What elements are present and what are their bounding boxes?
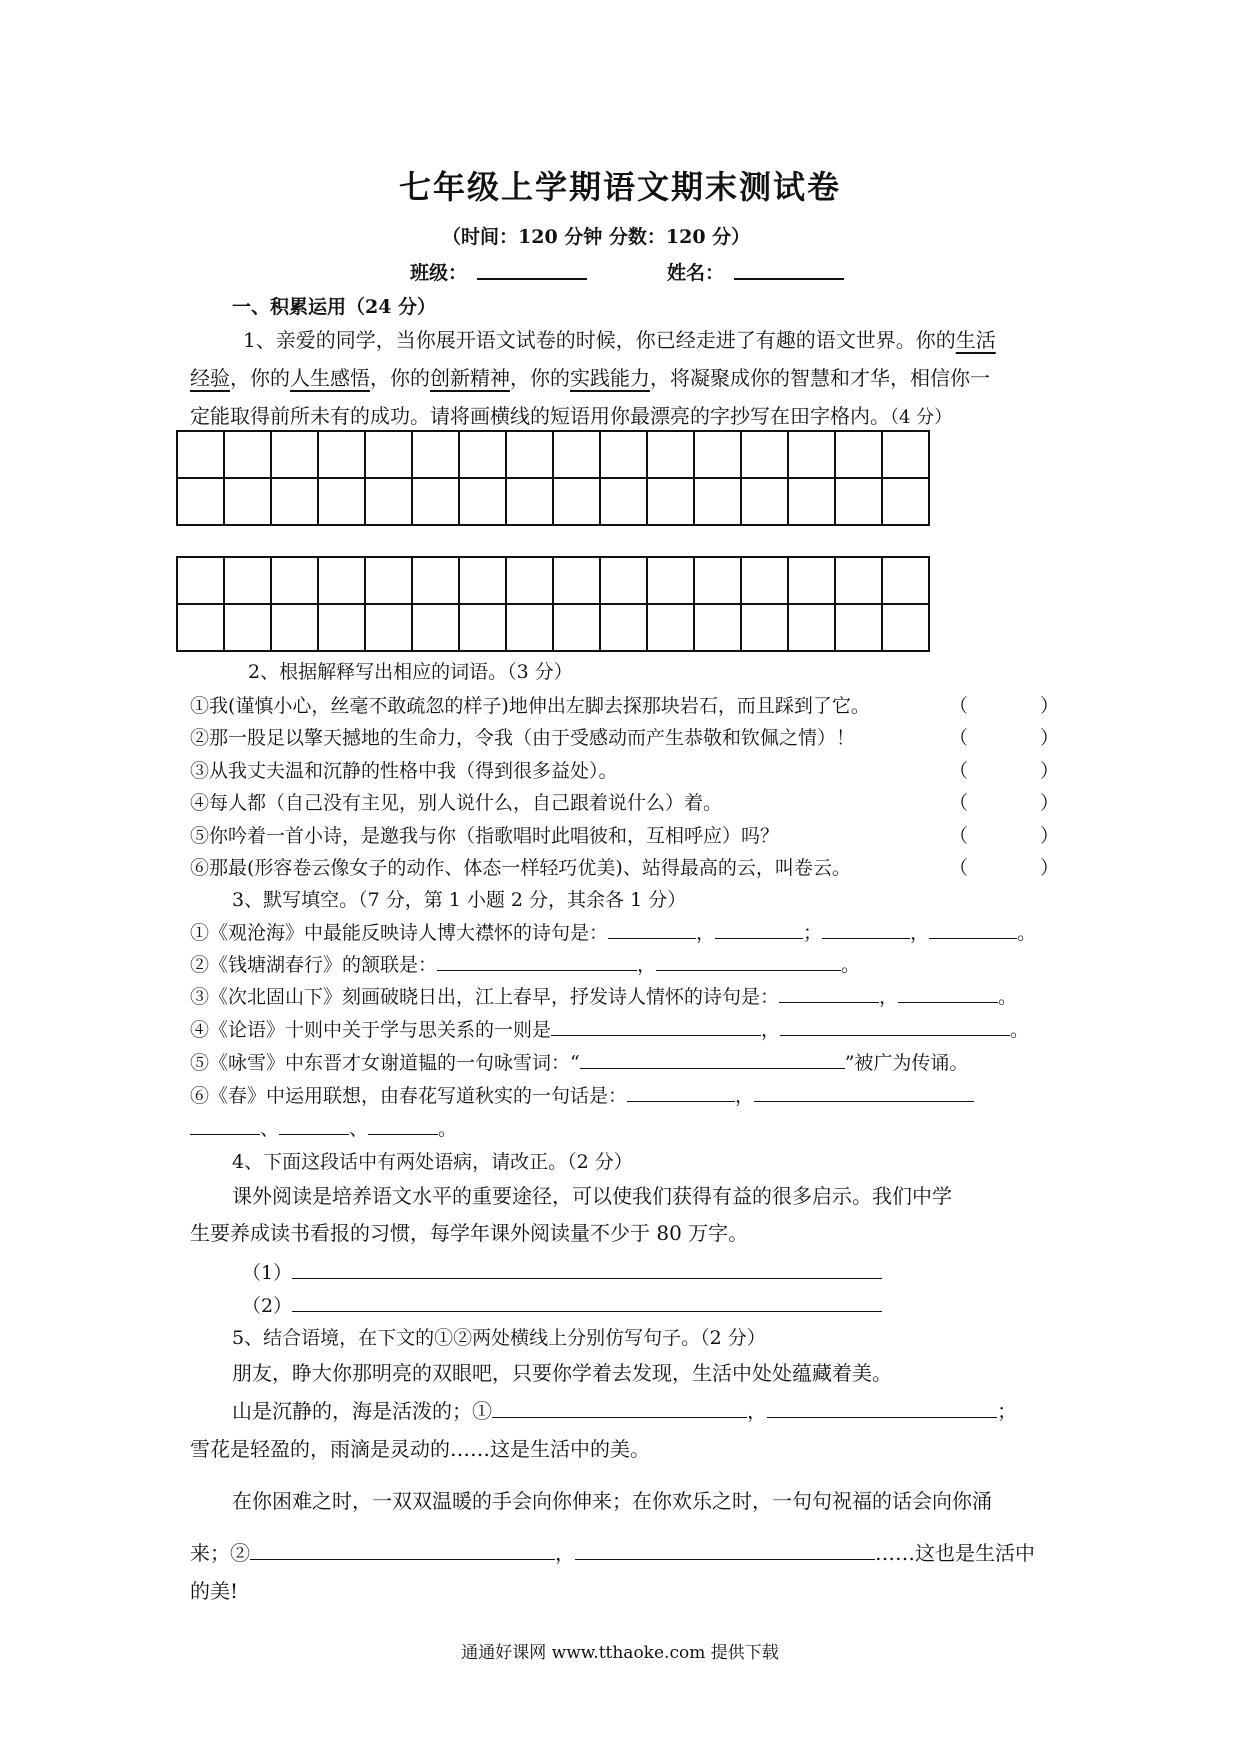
answer-blank[interactable] (715, 918, 803, 939)
page-title: 七年级上学期语文期末测试卷 (398, 168, 841, 206)
section-title: 一、积累运用（24 分） (232, 296, 437, 318)
punct: ， (761, 1019, 781, 1041)
q2-answer-close: ） (1040, 727, 1060, 749)
answer-blank[interactable] (437, 950, 637, 971)
q2-title: 2、根据解释写出相应的词语。（3 分） (248, 661, 573, 683)
q4-paragraph: 课外阅读是培养语文水平的重要途径，可以使我们获得有益的很多启示。我们中学 (232, 1184, 952, 1208)
q3-prompt: ”被广为传诵。 (844, 1052, 969, 1074)
q3-prompt: ⑤《咏雪》中东晋才女谢道韫的一句咏雪词：“ (190, 1052, 580, 1074)
q3-prompt: ⑥《春》中运用联想，由春花写道秋实的一句话是： (190, 1085, 628, 1107)
answer-blank[interactable] (580, 1048, 845, 1069)
exam-time-score: （时间：120 分钟 分数：120 分） (442, 226, 751, 248)
q3-prompt: ②《钱塘湖春行》的颔联是： (190, 954, 438, 976)
answer-blank[interactable] (292, 1258, 882, 1279)
page-footer: 通通好课网 www.tthaoke.com 提供下载 (461, 1643, 779, 1663)
punct: ； (997, 1399, 1017, 1423)
q3-prompt: ①《观沧海》中最能反映诗人博大襟怀的诗句是： (190, 922, 609, 944)
q2-answer-close: ） (1040, 695, 1060, 717)
answer-blank[interactable] (292, 1291, 882, 1312)
punct: ， (637, 954, 657, 976)
punct: 、 (260, 1118, 280, 1140)
q4-answer-1 (242, 1258, 882, 1285)
q3-line-3 (190, 982, 1017, 1009)
answer-blank[interactable] (575, 1539, 875, 1560)
q5-paragraph: 在你困难之时，一双双温暖的手会向你伸来；在你欢乐之时，一句句祝福的话会向你涌 (232, 1489, 992, 1513)
answer-blank[interactable] (767, 1397, 997, 1418)
q1-text: 定能取得前所未有的成功。请将画横线的短语用你最漂亮的字抄写在田字格内。 (190, 404, 890, 428)
q1-line3 (190, 400, 952, 429)
q5-text: 山是沉静的，海是活泼的；① (232, 1399, 492, 1423)
answer-blank[interactable] (627, 1081, 735, 1102)
q1-text: ，你的 (230, 366, 290, 390)
q2-answer-open: （ (949, 792, 969, 814)
punct: ， (735, 1085, 755, 1107)
q5-text: ……这也是生活中 (875, 1541, 1035, 1565)
q1-text: ，你的 (510, 366, 570, 390)
punct: 。 (1010, 1019, 1030, 1041)
punct: 、 (349, 1118, 369, 1140)
underlined-phrase: 实践能力 (570, 366, 650, 390)
punct: 。 (998, 986, 1018, 1008)
q2-item: ②那一股足以擎天撼地的生命力，令我（由于受感动而产生恭敬和钦佩之情）！ (190, 727, 856, 749)
q2-answer-close: ） (1040, 760, 1060, 782)
q1-line1 (243, 324, 996, 353)
q2-answer-open: （ (949, 727, 969, 749)
punct: ， (910, 922, 930, 944)
q5-paragraph: 朋友，睁大你那明亮的双眼吧，只要你学着去发现，生活中处处蕴藏着美。 (232, 1361, 892, 1385)
q1-text: ，将凝聚成你的智慧和才华，相信你一 (650, 366, 990, 390)
q2-item: ③从我丈夫温和沉静的性格中我（得到很多益处）。 (190, 760, 618, 782)
q1-text: ，你的 (370, 366, 430, 390)
underlined-phrase: 经验 (190, 366, 230, 390)
q4-title: 4、下面这段话中有两处语病，请改正。（2 分） (232, 1151, 633, 1173)
q3-prompt: ③《次北固山下》刻画破晓日出，江上春早，抒发诗人情怀的诗句是： (190, 986, 780, 1008)
underlined-phrase: 创新精神 (430, 366, 510, 390)
answer-blank[interactable] (929, 918, 1017, 939)
punct: ， (879, 986, 899, 1008)
q1-line2 (190, 362, 990, 391)
q3-title: 3、默写填空。（7 分，第 1 小题 2 分，其余各 1 分） (232, 889, 687, 911)
q2-answer-close: ） (1040, 792, 1060, 814)
q5-title: 5、结合语境，在下文的①②两处横线上分别仿写句子。（2 分） (232, 1327, 766, 1349)
q5-paragraph: 的美! (190, 1579, 239, 1603)
name-label: 姓名： (667, 262, 725, 284)
q2-item: ⑥那最(形容卷云像女子的动作、体态一样轻巧优美)、站得最高的云，叫卷云。 (190, 857, 851, 879)
q4-answer-2 (242, 1291, 882, 1318)
answer-blank[interactable] (279, 1114, 349, 1135)
punct: 。 (841, 954, 861, 976)
q5-line-1 (232, 1395, 1017, 1424)
q2-answer-open: （ (949, 825, 969, 847)
answer-blank[interactable] (608, 918, 696, 939)
answer-blank[interactable] (368, 1114, 438, 1135)
q3-line-2 (190, 950, 860, 977)
q4-paragraph: 生要养成读书看报的习惯，每学年课外阅读量不少于 80 万字。 (190, 1221, 749, 1245)
punct: ， (696, 922, 716, 944)
underlined-phrase: 人生感悟 (290, 366, 370, 390)
underlined-phrase: 生活 (955, 328, 996, 352)
q3-line-4 (190, 1015, 1029, 1042)
q3-line-6 (190, 1081, 974, 1108)
answer-label: （1） (242, 1262, 293, 1284)
q2-item: ④每人都（自己没有主见，别人说什么，自己跟着说什么）着。 (190, 792, 723, 814)
writing-grid-2[interactable] (176, 556, 930, 652)
punct: ； (803, 922, 823, 944)
writing-grid-1[interactable] (176, 430, 930, 526)
q3-line-1 (190, 918, 1036, 945)
q5-paragraph: 雪花是轻盈的，雨滴是灵动的……这是生活中的美。 (190, 1437, 650, 1461)
q2-answer-open: （ (949, 695, 969, 717)
punct: 。 (1017, 922, 1037, 944)
q2-item: ⑤你吟着一首小诗，是邀我与你（指歌唱时此唱彼和，互相呼应）吗？ (190, 825, 780, 847)
class-label: 班级： (410, 262, 468, 284)
answer-blank[interactable] (898, 982, 998, 1003)
q2-answer-open: （ (949, 760, 969, 782)
answer-blank[interactable] (551, 1015, 761, 1036)
q2-answer-close: ） (1040, 857, 1060, 879)
q5-line-2 (190, 1537, 1035, 1566)
answer-blank[interactable] (656, 950, 841, 971)
answer-blank[interactable] (250, 1539, 555, 1560)
q2-answer-open: （ (949, 857, 969, 879)
q2-item: ①我(谨慎小心，丝毫不敢疏忽的样子)地伸出左脚去探那块岩石，而且踩到了它。 (190, 695, 870, 717)
q3-line-5 (190, 1048, 968, 1075)
name-blank[interactable] (734, 256, 844, 280)
answer-blank[interactable] (190, 1114, 260, 1135)
answer-label: （2） (242, 1295, 293, 1317)
q2-answer-close: ） (1040, 825, 1060, 847)
punct: 。 (438, 1118, 458, 1140)
answer-blank[interactable] (822, 918, 910, 939)
punct: ， (747, 1399, 767, 1423)
answer-blank[interactable] (780, 1015, 1010, 1036)
q3-line-6-cont (190, 1114, 457, 1141)
class-blank[interactable] (477, 256, 587, 280)
q5-text: 来；② (190, 1541, 250, 1565)
answer-blank[interactable] (754, 1081, 974, 1102)
q1-score: （4 分） (890, 407, 953, 428)
q1-text: 1、亲爱的同学，当你展开语文试卷的时候，你已经走进了有趣的语文世界。你的 (243, 328, 956, 352)
punct: ， (555, 1541, 575, 1565)
answer-blank[interactable] (492, 1397, 747, 1418)
q3-prompt: ④《论语》十则中关于学与思关系的一则是 (190, 1019, 552, 1041)
answer-blank[interactable] (779, 982, 879, 1003)
